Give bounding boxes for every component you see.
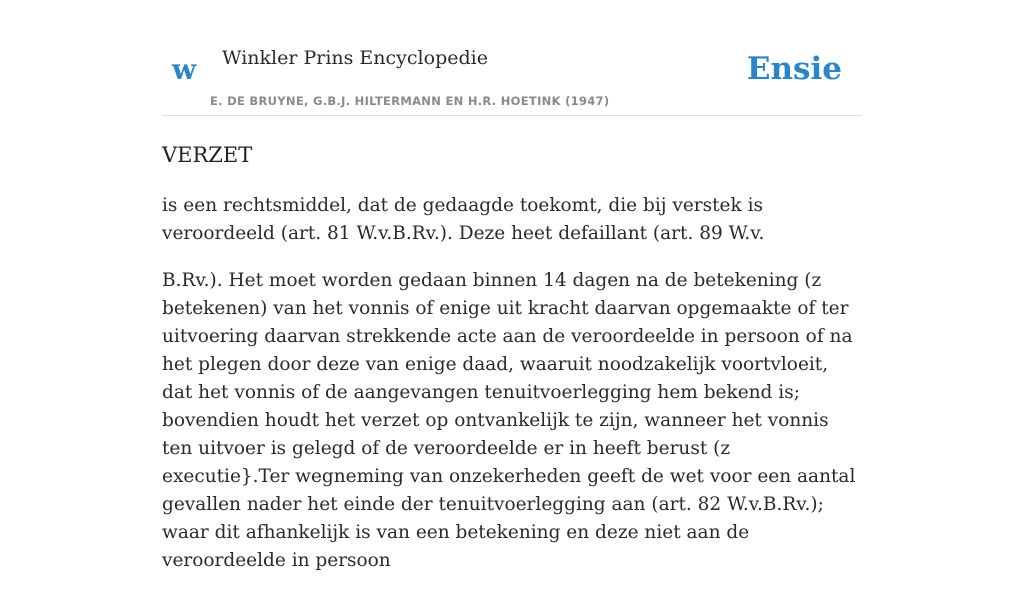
w-logo-icon[interactable]: w bbox=[172, 53, 197, 86]
article-headword: VERZET bbox=[162, 143, 253, 167]
article-paragraph: B.Rv.). Het moet worden gedaan binnen 14 dagen na de betekening (z betekenen) van het vonnis of enige uit kracht daarvan opgemaakte of ter uitvoering daarvan strekkende acte aan de veroordeelde in persoon of na het plegen door deze van enige daad, waaruit noodzakelijk voortvloeit, dat het vonnis of de aangevangen tenuitvoerlegging hem bekend is; bovendien houdt het verzet op ontvankelijk te zijn, wanneer het vonnis ten uitvoer is gelegd of de veroordeelde er in heeft berust (z executie}.Ter wegneming van onzekerheden geeft de wet voor een aantal gevallen nader het einde der tenuitvoerlegging aan (art. 82 W.v.B.Rv.); waar dit afhankelijk is van een betekening en deze niet aan de veroordeelde in persoon bbox=[162, 270, 856, 571]
ensie-brand-logo[interactable]: Ensie bbox=[746, 51, 842, 87]
header-divider bbox=[162, 115, 862, 116]
article-paragraph: is een rechtsmiddel, dat de gedaagde toekomt, die bij verstek is veroordeeld (art. 81 W.v.B.Rv.). Deze heet defaillant (art. 89 W.v. bbox=[162, 195, 765, 244]
article-body bbox=[162, 192, 862, 594]
publication-authors: E. DE BRUYNE, G.B.J. HILTERMANN EN H.R. HOETINK (1947) bbox=[210, 94, 610, 108]
publication-title[interactable]: Winkler Prins Encyclopedie bbox=[222, 47, 488, 69]
